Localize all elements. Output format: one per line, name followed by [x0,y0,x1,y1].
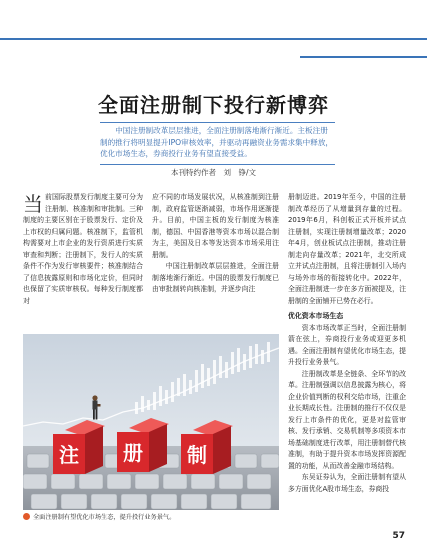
drop-cap: 当 [23,192,43,216]
body-paragraph: 中国注册制改革层层推进，全面注册制落地渐行渐近。中国的股票发行制度已由审批制转向核准制，并逐步向注 [152,262,279,293]
body-paragraph [23,192,143,307]
figure-caption [23,512,279,521]
article-abstract: 中国注册制改革层层推进，全面注册制落地渐行渐近。主板注册制的推行将明显提升IPO审核效率，并驱动再融资业务需求集中释放，优化市场生态，券商投行业务有望直接受益。 [100,126,334,158]
body-paragraph: 注册制改革是全链条、全环节的改革。注册制强调以信息披露为核心，将企业价值判断的权利交给市场，注重企业长期成长性。注册制的推行不仅仅是发行上市条件的优化，更是对监管审核、发行承销、交易机制等多项资本市场基础制度进行改革，用注册制替代核准制，有助于提升资本市场发挥资源配置的功能，从而改善金融市场结构。 [288,369,406,470]
block-char: 注 [59,443,79,467]
illustration-graphic [23,334,279,510]
caption-bullet-icon [23,513,30,520]
body-paragraph: 册制迈进。2019年至今，中国的注册制改革经历了从增量到存量的过程。2019年6月，科创板正式开板并试点注册制，实现注册制增量改革；2020年4月，创业板试点注册制，推动注册制走向存量改革；2021年，北交所成立并试点注册制，且将注册制引入场内与场外市场的衔接转化中。2022年，全面注册制进一步在多方面被提及，注册制的全面铺开已势在必行。 [288,193,406,305]
body-paragraph: 东吴证券认为，全面注册制有望从多方面优化A股市场生态，券商投 [288,473,406,493]
article-title: 全面注册制下投行新博弈 [98,93,329,117]
article-illustration [23,334,279,510]
body-column-2 [152,192,279,296]
body-paragraph: 资本市场改革正当时，全面注册制箭在弦上，券商投行业务或迎更多机遇。全面注册制有望优化市场生态，提升投行业务景气。 [288,323,406,366]
page-number: 57 [392,531,405,541]
section-subheading: 优化资本市场生态 [288,312,344,320]
body-text: 前国际股票发行制度主要可分为注册制、核准制和审批制。三种制度的主要区别在于股票发行、定价及上市权的归属问题。核准制下，监管机构需要对上市企业的发行资质进行实质审查和判断；注册制下，发行人的实质条件不作为发行审核要件；核准制结合了信息披露原则和市场化定价，但同时也保留了实质审核权。每种发行制度都对 [23,193,143,305]
abstract-rule-bottom [100,164,335,165]
header-rule-right [300,56,427,58]
body-column-1 [23,192,143,307]
body-column-3 [288,192,406,532]
article-byline: 本刊特约作者 刘 铮/文 [170,168,257,177]
body-paragraph: 应不同的市场发展状况，从核准制到注册制，政府监管逐渐减弱，市场作用逐渐提升。目前，中国主板的发行制度为核准制，德国、中国香港等资本市场以混合制为主，美国及日本等发达资本市场采用注册制。 [152,193,279,259]
abstract-rule-top [100,122,335,123]
block-char: 制 [187,443,207,467]
header-rule [0,38,427,40]
block-char: 册 [123,441,143,465]
caption-text: 全面注册制有望优化市场生态，提升投行业务景气。 [33,514,176,521]
